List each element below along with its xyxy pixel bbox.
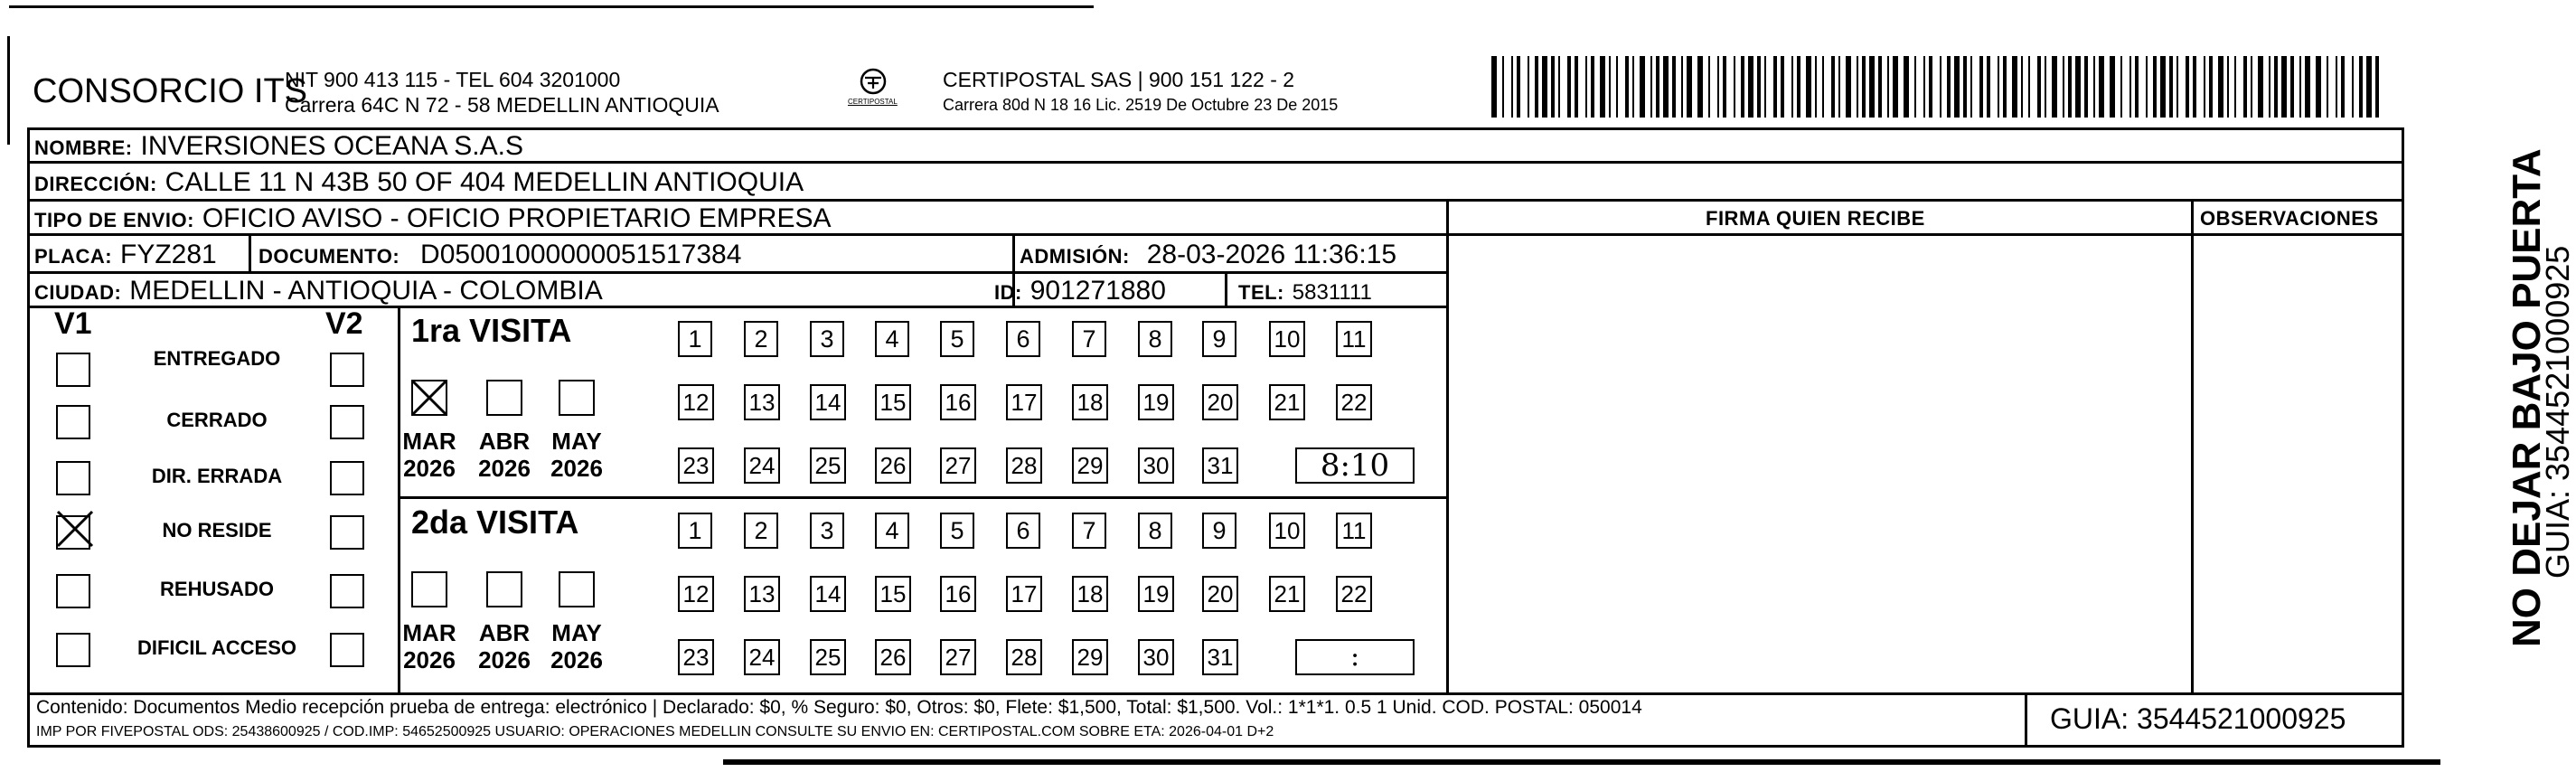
day-box[interactable]: 28 — [1006, 639, 1042, 675]
bottom-edge-line — [723, 759, 2440, 765]
tel-field — [1238, 273, 1372, 309]
status-label: NO RESIDE — [162, 519, 272, 541]
barcode-bar — [1511, 56, 1513, 118]
barcode-bar — [1663, 56, 1669, 118]
left-edge-mark — [7, 36, 10, 145]
ciudad-label: CIUDAD: — [34, 281, 122, 304]
barcode-bar — [2336, 56, 2337, 118]
day-box[interactable]: 2 — [744, 513, 778, 549]
status-v2-checkbox[interactable] — [330, 353, 364, 387]
logo-text: CERTIPOSTAL — [848, 98, 898, 106]
barcode-bar — [1998, 56, 1999, 118]
barcode-bar — [2063, 56, 2064, 118]
barcode-bar — [1517, 56, 1520, 118]
time-box[interactable]: : — [1295, 639, 1415, 675]
documento-field — [259, 237, 741, 273]
documento-label: DOCUMENTO: — [259, 245, 400, 268]
day-box[interactable]: 20 — [1202, 576, 1238, 612]
day-box[interactable]: 1 — [678, 513, 712, 549]
barcode-bar — [1781, 56, 1784, 118]
year-label: 2026 — [403, 455, 456, 482]
placa-value: FYZ281 — [120, 240, 217, 269]
day-box[interactable]: 23 — [678, 447, 714, 484]
day-box[interactable]: 4 — [875, 513, 909, 549]
checked-x-mark — [56, 510, 94, 548]
barcode-bar — [2075, 56, 2081, 118]
barcode-bar — [1914, 56, 1916, 118]
status-v2-checkbox[interactable] — [330, 461, 364, 495]
tel-label: TEL: — [1238, 281, 1284, 304]
barcode-bar — [1822, 56, 1824, 118]
day-box[interactable]: 10 — [1269, 321, 1305, 357]
status-v1-checkbox[interactable] — [56, 515, 90, 550]
side-guia: GUIA: 3544521000925 — [2539, 245, 2576, 579]
direccion-field — [34, 165, 804, 201]
status-label: DIR. ERRADA — [151, 465, 283, 487]
col-line — [398, 306, 400, 692]
barcode-bar — [1687, 56, 1692, 118]
footer-guia: GUIA: 3544521000925 — [2050, 702, 2346, 735]
year-label: 2026 — [550, 455, 603, 482]
day-box[interactable]: 28 — [1006, 447, 1042, 484]
admision-label: ADMISIÓN: — [1020, 245, 1130, 268]
barcode-bar — [2243, 56, 2247, 118]
barcode-bar — [2251, 56, 2252, 118]
barcode-bar — [1575, 56, 1578, 118]
barcode-bar — [1904, 56, 1909, 118]
certipostal-line: CERTIPOSTAL SAS | 900 151 122 - 2 — [943, 68, 1295, 91]
day-box[interactable]: 13 — [744, 576, 780, 612]
month-label: ABR — [478, 428, 531, 455]
direccion-value: CALLE 11 N 43B 50 OF 404 MEDELLIN ANTIOQUIA — [165, 167, 804, 197]
barcode-bar — [2234, 56, 2236, 118]
year-label: 2026 — [478, 646, 531, 673]
barcode-bar — [1987, 56, 1990, 118]
day-box[interactable]: 29 — [1072, 639, 1108, 675]
barcode-bar — [1797, 56, 1800, 118]
day-box[interactable]: 2 — [744, 321, 778, 357]
barcode-bar — [2327, 56, 2328, 118]
footer-contenido: Contenido: Documentos Medio recepción prueba de entrega: electrónico | Declarado: $0, % Seguro: $0, Otros: $0, Flete: $1,500, Total: $1,500. Vol.: 1*1*1. 0.5 1 Unid. COD. POSTAL: 050014 — [36, 697, 1642, 718]
barcode-bar — [1940, 56, 1941, 118]
day-box[interactable]: 19 — [1138, 384, 1174, 420]
day-box[interactable]: 16 — [940, 384, 976, 420]
observaciones-label: OBSERVACIONES — [2200, 207, 2379, 230]
barcode-bar — [1970, 56, 1972, 118]
day-box[interactable]: 31 — [1202, 447, 1238, 484]
barcode-bar — [2160, 56, 2166, 118]
admision-value: 28-03-2026 11:36:15 — [1146, 240, 1397, 269]
company-name: CONSORCIO ITS — [33, 72, 308, 110]
day-box[interactable]: 21 — [1269, 384, 1305, 420]
day-box[interactable]: 9 — [1202, 321, 1236, 357]
v2-header: V2 — [325, 306, 363, 341]
day-box[interactable]: 15 — [875, 576, 911, 612]
tipo-field — [34, 201, 831, 237]
tipo-label: TIPO DE ENVIO: — [34, 209, 194, 231]
barcode-bar — [2146, 56, 2148, 118]
barcode-bar — [1979, 56, 1983, 118]
barcode-bar — [2003, 56, 2007, 118]
month-label: MAR — [402, 428, 456, 455]
day-box[interactable]: 17 — [1006, 576, 1042, 612]
status-v2-checkbox[interactable] — [330, 405, 364, 439]
col-line — [1225, 271, 1227, 306]
tel-value: 5831111 — [1292, 280, 1372, 305]
barcode-bar — [2052, 56, 2057, 118]
barcode-bar — [1947, 56, 1951, 118]
barcode-bar — [2021, 56, 2023, 118]
day-box[interactable]: 8 — [1138, 513, 1172, 549]
day-box[interactable]: 1 — [678, 321, 712, 357]
nombre-label: NOMBRE: — [34, 137, 133, 159]
barcode-bar — [2193, 56, 2196, 118]
status-v1-checkbox[interactable] — [56, 405, 90, 439]
barcode-bar — [1869, 56, 1875, 118]
top-edge-line — [9, 5, 1094, 8]
day-box[interactable]: 5 — [940, 513, 974, 549]
barcode-bar — [2129, 56, 2131, 118]
barcode-bar — [1734, 56, 1735, 118]
barcode-bar — [2274, 56, 2278, 118]
side-warning: NO DEJAR BAJO PUERTA — [2505, 148, 2549, 647]
certipostal-address: Carrera 80d N 18 16 Lic. 2519 De Octubre 23 De 2015 — [943, 96, 1339, 114]
checked-x-mark — [411, 380, 447, 416]
day-box[interactable]: 4 — [875, 321, 909, 357]
day-box[interactable]: 27 — [940, 447, 976, 484]
month-checkbox[interactable] — [486, 571, 522, 607]
barcode-bar — [2359, 56, 2363, 118]
col-line — [2191, 199, 2194, 692]
day-box[interactable]: 6 — [1006, 321, 1040, 357]
barcode-bar — [1567, 56, 1571, 118]
nombre-value: INVERSIONES OCEANA S.A.S — [140, 131, 523, 161]
barcode-bar — [1878, 56, 1882, 118]
year-label: 2026 — [478, 455, 531, 482]
barcode-bar — [1846, 56, 1851, 118]
day-box[interactable]: 13 — [744, 384, 780, 420]
day-box[interactable]: 25 — [810, 639, 846, 675]
year-label: 2026 — [403, 646, 456, 673]
barcode-bar — [1741, 56, 1744, 118]
day-box[interactable]: 6 — [1006, 513, 1040, 549]
day-box[interactable]: 11 — [1336, 513, 1372, 549]
id-label: ID: — [994, 281, 1022, 304]
ciudad-field — [34, 273, 603, 309]
barcode-bar — [2176, 56, 2178, 118]
barcode-bar — [2110, 56, 2115, 118]
day-box[interactable]: 30 — [1138, 447, 1174, 484]
day-box[interactable]: 26 — [875, 639, 911, 675]
col-line — [249, 233, 251, 271]
barcode-bar — [2068, 56, 2072, 118]
barcode-bar — [1656, 56, 1659, 118]
barcode-bar — [1954, 56, 1960, 118]
barcode-bar — [1887, 56, 1889, 118]
nombre-field — [34, 128, 523, 165]
barcode-bar — [1600, 56, 1605, 118]
barcode-bar — [1697, 56, 1703, 118]
time-box[interactable]: 8:10 — [1295, 447, 1415, 484]
barcode-bar — [1923, 56, 1925, 118]
barcode-bar — [1650, 56, 1652, 118]
certipostal-logo — [846, 67, 900, 114]
barcode-bar — [1542, 56, 1547, 118]
day-box[interactable]: 18 — [1072, 384, 1108, 420]
placa-field — [34, 237, 217, 273]
month-checkbox[interactable] — [486, 380, 522, 416]
day-box[interactable]: 19 — [1138, 576, 1174, 612]
month-checkbox[interactable] — [559, 380, 595, 416]
day-box[interactable]: 15 — [875, 384, 911, 420]
status-v2-checkbox[interactable] — [330, 633, 364, 667]
day-box[interactable]: 20 — [1202, 384, 1238, 420]
barcode-bar — [2037, 56, 2041, 118]
barcode-bar — [1806, 56, 1811, 118]
barcode-bar — [1773, 56, 1777, 118]
barcode-bar — [2341, 56, 2345, 118]
barcode-bar — [1717, 56, 1719, 118]
status-label: ENTREGADO — [153, 347, 281, 370]
barcode-bar — [1857, 56, 1858, 118]
barcode-bar — [1929, 56, 1932, 118]
day-box[interactable]: 23 — [678, 639, 714, 675]
col-line — [2025, 692, 2027, 748]
day-box[interactable]: 17 — [1006, 384, 1042, 420]
status-v1-checkbox[interactable] — [56, 461, 90, 495]
barcode-bar — [2153, 56, 2157, 118]
day-box[interactable]: 3 — [810, 513, 844, 549]
placa-label: PLACA: — [34, 245, 113, 268]
day-box[interactable]: 10 — [1269, 513, 1305, 549]
barcode-bar — [1535, 56, 1538, 118]
status-v1-checkbox[interactable] — [56, 633, 90, 667]
tipo-value: OFICIO AVISO - OFICIO PROPIETARIO EMPRESA — [202, 203, 832, 233]
month-label: MAR — [402, 619, 456, 646]
status-v1-checkbox[interactable] — [56, 574, 90, 608]
id-value: 901271880 — [1029, 276, 1166, 306]
barcode-bar — [2028, 56, 2030, 118]
day-box[interactable]: 8 — [1138, 321, 1172, 357]
barcode-bar — [1632, 56, 1634, 118]
barcode-bar — [2316, 56, 2321, 118]
v1-header: V1 — [54, 306, 92, 341]
barcode-bar — [1672, 56, 1676, 118]
footer-imp: IMP POR FIVEPOSTAL ODS: 25438600925 / COD.IMP: 54652500925 USUARIO: OPERACIONES MEDELLIN CONSULTE SU ENVIO EN: CERTIPOSTAL.COM SOBRE ETA: 2026-04-01 D+2 — [36, 724, 1274, 739]
barcode-bar — [2375, 56, 2379, 118]
day-box[interactable]: 14 — [810, 384, 846, 420]
barcode-bar — [2258, 56, 2263, 118]
barcode-bar — [1723, 56, 1726, 118]
barcode-bar — [2281, 56, 2287, 118]
barcode-bar — [1757, 56, 1761, 118]
day-box[interactable]: 22 — [1336, 384, 1372, 420]
month-checkbox[interactable] — [411, 380, 447, 416]
day-box[interactable]: 14 — [810, 576, 846, 612]
day-box[interactable]: 24 — [744, 447, 780, 484]
status-label: REHUSADO — [160, 578, 274, 600]
barcode-bar — [1838, 56, 1840, 118]
day-box[interactable]: 7 — [1072, 321, 1106, 357]
year-label: 2026 — [550, 646, 603, 673]
barcode-bar — [1893, 56, 1898, 118]
barcode-bar — [2093, 56, 2095, 118]
day-box[interactable]: 12 — [678, 576, 714, 612]
status-v2-checkbox[interactable] — [330, 515, 364, 550]
month-label: MAY — [551, 619, 602, 646]
barcode-bar — [2209, 56, 2213, 118]
day-box[interactable]: 22 — [1336, 576, 1372, 612]
barcode-bar — [2299, 56, 2301, 118]
barcode — [1491, 56, 2377, 118]
month-checkbox[interactable] — [411, 571, 447, 607]
month-checkbox[interactable] — [559, 571, 595, 607]
barcode-bar — [1625, 56, 1629, 118]
row-line — [27, 692, 2404, 695]
barcode-bar — [2099, 56, 2104, 118]
barcode-bar — [2135, 56, 2139, 118]
barcode-bar — [2186, 56, 2189, 118]
day-box[interactable]: 3 — [810, 321, 844, 357]
barcode-bar — [2352, 56, 2354, 118]
barcode-bar — [2012, 56, 2017, 118]
firma-label: FIRMA QUIEN RECIBE — [1706, 207, 1925, 230]
barcode-bar — [1558, 56, 1560, 118]
barcode-bar — [2045, 56, 2046, 118]
day-box[interactable]: 7 — [1072, 513, 1106, 549]
row-line — [398, 496, 1448, 499]
visit-title: 1ra VISITA — [411, 312, 572, 349]
barcode-bar — [2305, 56, 2310, 118]
barcode-bar — [1616, 56, 1618, 118]
barcode-bar — [1591, 56, 1594, 118]
barcode-bar — [1502, 56, 1504, 118]
barcode-bar — [1791, 56, 1793, 118]
status-v1-checkbox[interactable] — [56, 353, 90, 387]
barcode-bar — [2227, 56, 2229, 118]
day-box[interactable]: 18 — [1072, 576, 1108, 612]
barcode-bar — [2120, 56, 2122, 118]
day-box[interactable]: 31 — [1202, 639, 1238, 675]
address-line: Carrera 64C N 72 - 58 MEDELLIN ANTIOQUIA — [285, 93, 719, 117]
direccion-label: DIRECCIÓN: — [34, 173, 157, 195]
id-field — [994, 273, 1166, 309]
barcode-bar — [1528, 56, 1529, 118]
day-box[interactable]: 30 — [1138, 639, 1174, 675]
nit-line: NIT 900 413 115 - TEL 604 3201000 — [285, 68, 621, 91]
barcode-bar — [1681, 56, 1683, 118]
day-box[interactable]: 21 — [1269, 576, 1305, 612]
day-box[interactable]: 9 — [1202, 513, 1236, 549]
barcode-bar — [1491, 56, 1497, 118]
day-box[interactable]: 5 — [940, 321, 974, 357]
barcode-bar — [1764, 56, 1766, 118]
documento-value: D05001000000051517384 — [420, 240, 742, 269]
status-label: CERRADO — [166, 409, 268, 431]
barcode-bar — [1831, 56, 1835, 118]
status-label: DIFICIL ACCESO — [136, 636, 296, 659]
day-box[interactable]: 25 — [810, 447, 846, 484]
day-box[interactable]: 24 — [744, 639, 780, 675]
barcode-bar — [1748, 56, 1753, 118]
month-label: MAY — [551, 428, 602, 455]
barcode-bar — [2169, 56, 2173, 118]
month-label: ABR — [478, 619, 531, 646]
visit-title: 2da VISITA — [411, 504, 579, 541]
admision-field — [1020, 237, 1396, 273]
day-box[interactable]: 12 — [678, 384, 714, 420]
barcode-bar — [1640, 56, 1645, 118]
barcode-bar — [2269, 56, 2270, 118]
barcode-bar — [1708, 56, 1710, 118]
day-box[interactable]: 16 — [940, 576, 976, 612]
barcode-bar — [1551, 56, 1555, 118]
day-box[interactable]: 29 — [1072, 447, 1108, 484]
barcode-bar — [1815, 56, 1817, 118]
barcode-bar — [2218, 56, 2223, 118]
barcode-bar — [1585, 56, 1587, 118]
barcode-bar — [1963, 56, 1967, 118]
barcode-bar — [2084, 56, 2088, 118]
barcode-bar — [1862, 56, 1866, 118]
col-line — [1446, 199, 1449, 692]
day-box[interactable]: 26 — [875, 447, 911, 484]
day-box[interactable]: 27 — [940, 639, 976, 675]
barcode-bar — [2204, 56, 2205, 118]
barcode-bar — [2366, 56, 2372, 118]
barcode-bar — [2290, 56, 2294, 118]
status-v2-checkbox[interactable] — [330, 574, 364, 608]
barcode-bar — [1609, 56, 1611, 118]
day-box[interactable]: 11 — [1336, 321, 1372, 357]
ciudad-value: MEDELLIN - ANTIOQUIA - COLOMBIA — [129, 276, 603, 306]
